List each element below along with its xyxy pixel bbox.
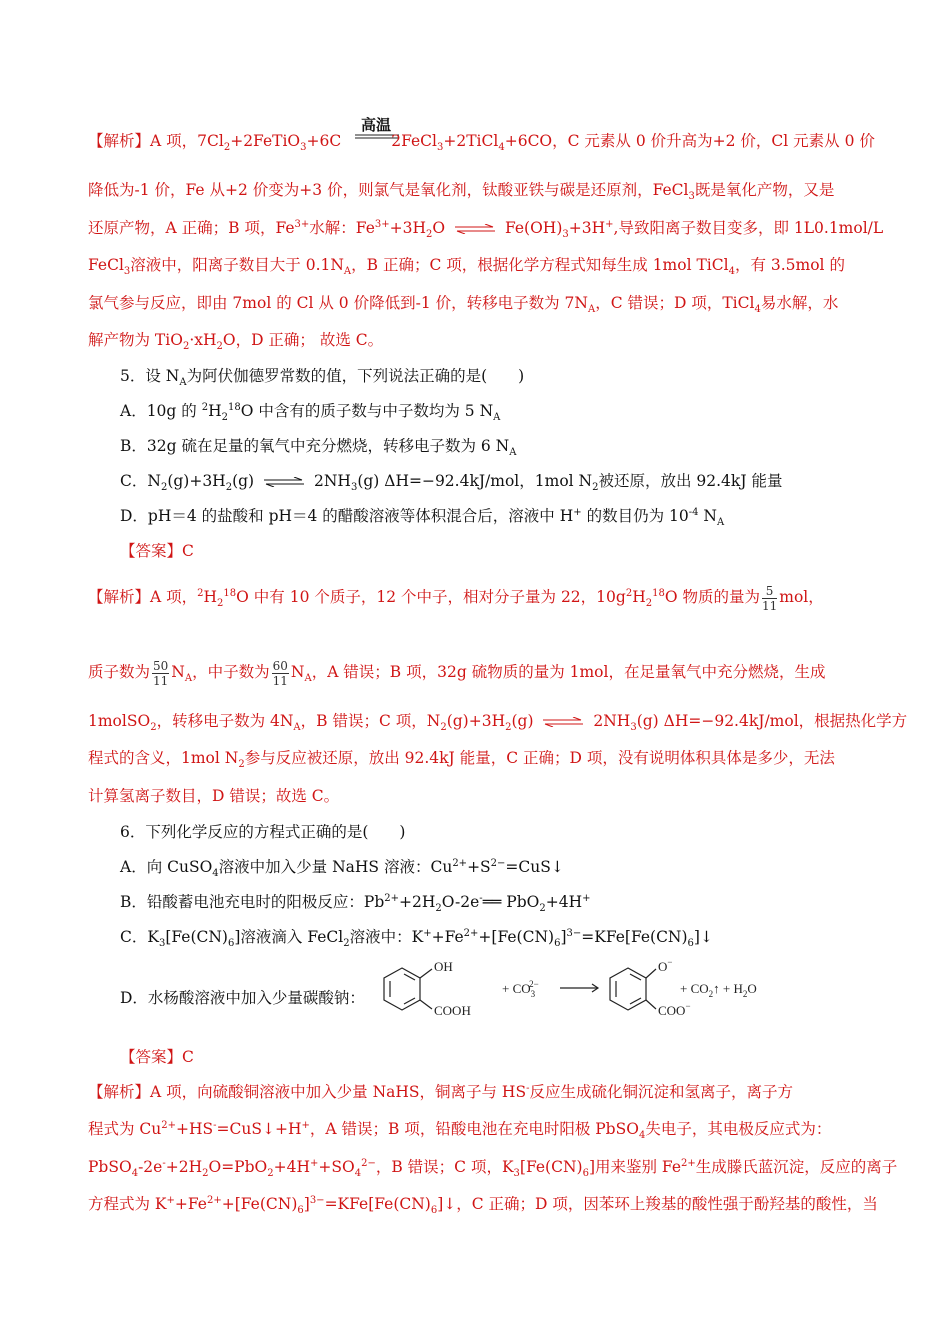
reaction-condition: 高温 — [361, 116, 392, 134]
q5-analysis-line-1: 【解析】A 项，$^2H_2^{18}O$ 中有 10 个质子，12 个中子，相对分子量为 22，$10g^2H_2^{18}O$ 物质的量为 $\frac{5}{11}$ mol， — [88, 583, 824, 613]
q4-analysis-line-2: 降低为-1 价，Fe 从+2 价变为+3 价，则氯气是氧化剂，钛酸亚铁与碳是还原剂，FeCl$_3$既是氧化产物，又是 — [88, 181, 835, 203]
fraction-60-11: $\frac{60}{11}$ — [272, 658, 288, 688]
q5-analysis-line-3: 1molSO$_2$，转移电子数为 $4N_A$，B 错误；C 项，$N_2(g)+3H_2(g)$ $2NH_3(g)$ ΔH=−92.4kJ/mol，根据热化学方 — [88, 712, 908, 734]
equilibrium-arrow-icon — [264, 477, 304, 487]
q5-analysis-line-2: 质子数为 $\frac{50}{11}$ $N_A$，中子数为 $\frac{60}{11}$ $N_A$，A 错误；B 项，32g 硫物质的量为 1mol，在足量氧气中充分燃烧，生成 — [88, 658, 826, 688]
q6-analysis-line-1: 【解析】A 项，向硫酸铜溶液中加入少量 NaHS，铜离子与 HS-反应生成硫化铜沉淀和氢离子，离子方 — [88, 1082, 793, 1101]
product-structure — [610, 968, 656, 1010]
carbonate-label: + $CO_32-$ — [502, 979, 539, 999]
salicylic-acid-reaction-diagram — [380, 955, 800, 1027]
products-label: + $CO_2↑ + H_2O$ — [680, 981, 757, 999]
q6-option-a: A．向 CuSO$_4$溶液中加入少量 NaHS 溶液：$Cu^{2+}+S^{2-}=CuS↓$ — [120, 857, 564, 880]
q4-analysis-line-6: 解产物为 $TiO_2\cdot xH_2O$，D 正确； 故选 C。 — [88, 331, 384, 353]
q6-option-b: B．铅酸蓄电池充电时的阳极反应：$Pb^{2+}+2H_2O-2e^-══$ PbO$_2$+4H+ — [120, 892, 591, 915]
salicylic-acid-structure — [384, 968, 432, 1010]
q4-analysis-line-3: 还原产物，A 正确；B 项，$Fe^{3+}$水解：$Fe^{3+}+3H_2O$ $Fe(OH)_3+3H^+$,导致阳离子数目变多，即 1L0.1mol/L — [88, 218, 884, 241]
equilibrium-arrow-icon — [455, 224, 495, 234]
q6-option-c: C．$K_3[Fe(CN)_6]$溶液滴入 FeCl$_2$溶液中：$K^++Fe^{2+}+[Fe(CN)_6]^{3-}=KFe[Fe(CN)_6]↓$ — [120, 927, 713, 950]
phenoxide-label: O− — [658, 957, 673, 974]
q6-analysis-line-3: $PbSO_4-2e^-+2H_2O=PbO_2+4H^++SO_4^{2-}$，B 错误；C 项，$K_3[Fe(CN)_6]$用来鉴别 $Fe^{2+}$生成滕氏蓝沉淀，反应的离子 — [88, 1157, 898, 1180]
q5-option-c: C．$N_2(g)+3H_2(g)$ $2NH_3(g)$ ΔH=−92.4kJ/mol，1mol $N_2$被还原，放出 92.4kJ 能量 — [120, 472, 783, 494]
q5-option-a: A．10g 的 $^2H_2^{18}O$ 中含有的质子数与中子数均为 5 $N_A$ — [120, 401, 501, 424]
q5-stem: 5．设 $N_A$为阿伏伽德罗常数的值，下列说法正确的是( ) — [120, 367, 525, 389]
q5-answer: 【答案】C — [120, 542, 194, 560]
q6-stem: 6．下列化学反应的方程式正确的是( ) — [120, 823, 406, 841]
hydroxyl-label: OH — [434, 959, 453, 974]
carboxylate-label: COO− — [658, 1001, 691, 1018]
q6-option-d: D．水杨酸溶液中加入少量碳酸钠： — [120, 989, 365, 1007]
q4-analysis-line-1: 【解析】A 项，$7Cl_2+2FeTiO_3+6C$ 2FeCl$_3$+2TiCl$_4$+6CO，C 元素从 0 价升高为+2 价，Cl 元素从 0 价 — [88, 132, 875, 154]
q6-analysis-line-4: 方程式为 $K^++Fe^{2+}+[Fe(CN)_6]^{3-}=KFe[Fe(CN)_6]↓$，C 正确；D 项，因苯环上羧基的酸性强于酚羟基的酸性，当 — [88, 1194, 878, 1217]
q6-answer: 【答案】C — [120, 1048, 194, 1066]
q6-analysis-line-2: 程式为 $Cu^{2+}+HS^-=CuS↓+H^+$，A 错误；B 项，铅酸电池在充电时阳极 PbSO$_4$失电子，其电极反应式为： — [88, 1119, 832, 1142]
fraction-50-11: $\frac{50}{11}$ — [153, 658, 169, 688]
fraction-5-11: $\frac{5}{11}$ — [761, 583, 778, 613]
q5-option-b: B．32g 硫在足量的氧气中充分燃烧，转移电子数为 6 $N_A$ — [120, 437, 517, 459]
reaction-arrow-icon — [560, 984, 598, 992]
equilibrium-arrow-icon — [543, 717, 583, 727]
q4-analysis-line-5: 氯气参与反应，即由 7mol 的 Cl 从 0 价降低到-1 价，转移电子数为 $7N_A$，C 错误；D 项，TiCl$_4$易水解，水 — [88, 294, 839, 316]
q5-analysis-line-4: 程式的含义，1mol $N_2$参与反应被还原，放出 92.4kJ 能量，C 正确；D 项，没有说明体积具体是多少，无法 — [88, 749, 835, 771]
q4-analysis-line-4: FeCl$_3$溶液中，阳离子数目大于 $0.1N_A$，B 正确；C 项，根据化学方程式知每生成 1mol TiCl$_4$，有 3.5mol 的 — [88, 256, 845, 278]
q5-analysis-line-5: 计算氢离子数目，D 错误；故选 C。 — [88, 787, 340, 805]
q5-option-d: D．pH＝4 的盐酸和 pH＝4 的醋酸溶液等体积混合后，溶液中 H+ 的数目仍为 $10^{-4}$ $N_A$ — [120, 506, 725, 529]
carboxyl-label: COOH — [434, 1003, 471, 1018]
